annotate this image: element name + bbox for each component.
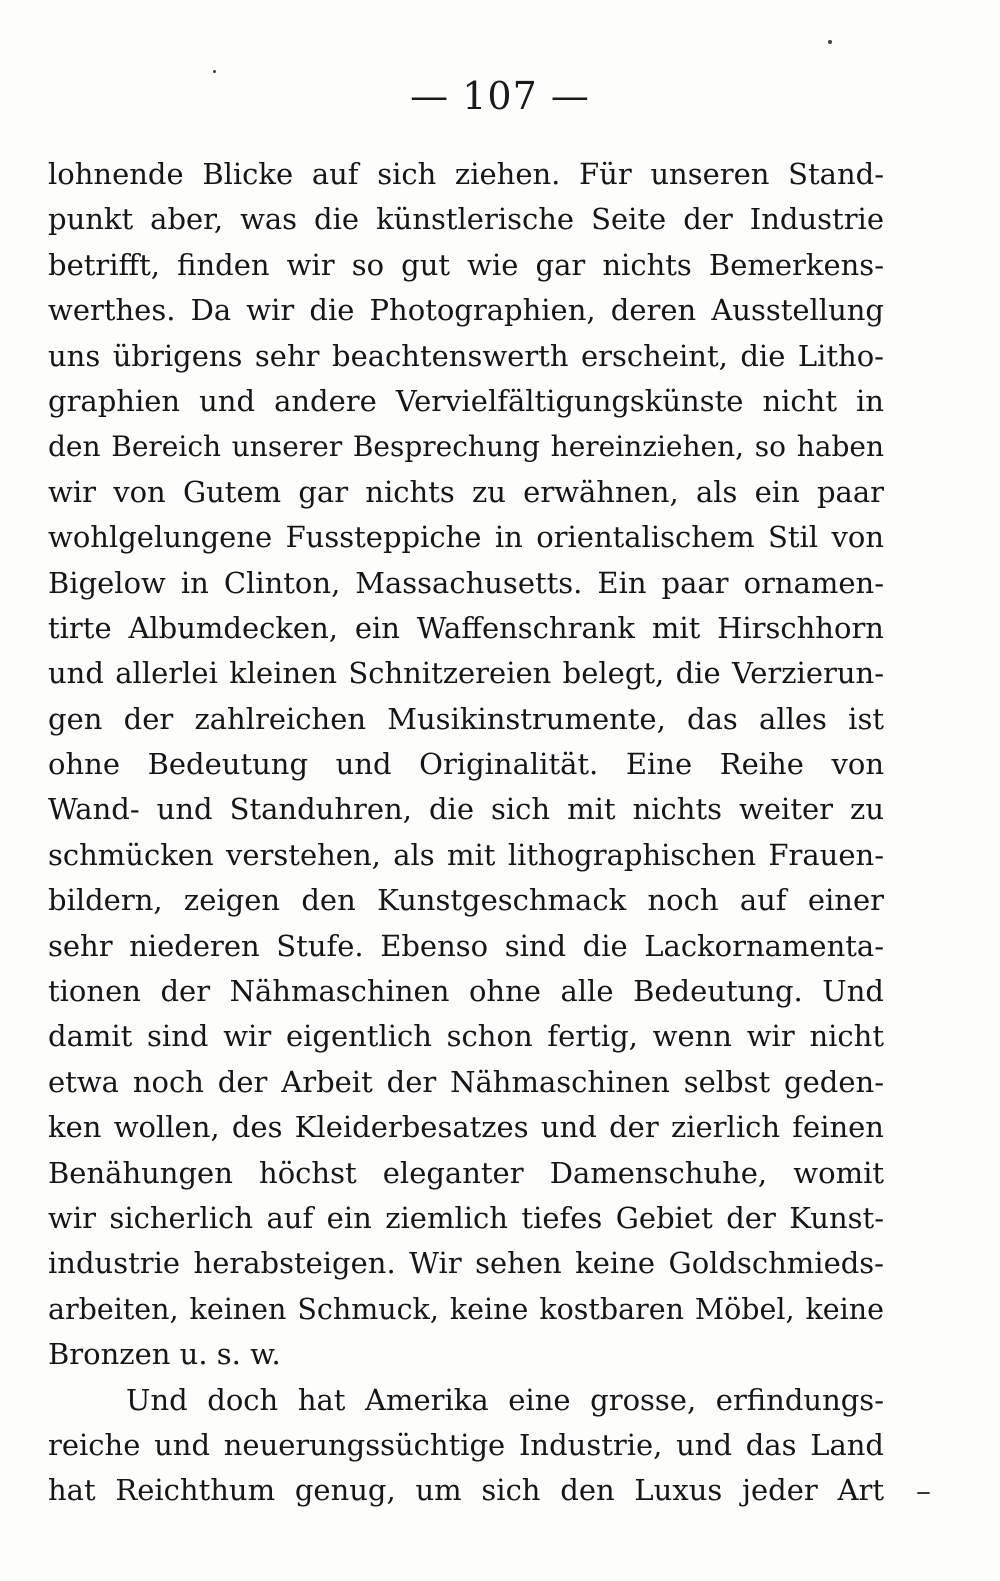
text-line: gen der zahlreichen Musikinstrumente, das alles ist bbox=[48, 701, 884, 736]
body-text bbox=[48, 152, 884, 1514]
scan-speck bbox=[213, 70, 216, 73]
text-line: lohnende Blicke auf sich ziehen. Für unseren Stand- bbox=[48, 157, 884, 191]
text-line: werthes. Da wir die Photographien, deren Ausstellung bbox=[48, 293, 884, 328]
paragraph-end-line: Bronzen u. s. w. bbox=[48, 1337, 281, 1372]
text-line: reiche und neuerungssüchtige Industrie, und das Land bbox=[48, 1427, 884, 1462]
paragraph-start-line: Und doch hat Amerika eine grosse, erfindungs- bbox=[126, 1382, 884, 1417]
text-line: den Bereich unserer Besprechung hereinziehen, so haben bbox=[48, 430, 884, 464]
text-line: schmücken verstehen, als mit lithographischen Frauen- bbox=[48, 837, 884, 872]
text-line: Benähungen höchst eleganter Damenschuhe, womit bbox=[48, 1155, 884, 1190]
text-line: arbeiten, keinen Schmuck, keine kostbaren Möbel, keine bbox=[48, 1292, 884, 1326]
text-line: punkt aber, was die künstlerische Seite der Industrie bbox=[48, 202, 884, 237]
margin-mark: – bbox=[916, 1474, 931, 1509]
text-line: uns übrigens sehr beachtenswerth erscheint, die Litho- bbox=[48, 338, 884, 373]
text-line: Wand- und Standuhren, die sich mit nichts weiter zu bbox=[48, 792, 884, 827]
page-number: — 107 — bbox=[410, 74, 590, 118]
text-line: ohne Bedeutung und Originalität. Eine Reihe von bbox=[48, 747, 884, 782]
text-line: Bigelow in Clinton, Massachusetts. Ein paar ornamen- bbox=[48, 565, 884, 600]
text-line: bildern, zeigen den Kunstgeschmack noch auf einer bbox=[48, 883, 884, 918]
text-line: und allerlei kleinen Schnitzereien belegt, die Verzierun- bbox=[48, 656, 884, 691]
text-line: wir sicherlich auf ein ziemlich tiefes Gebiet der Kunst- bbox=[48, 1200, 884, 1235]
text-line: ken wollen, des Kleiderbesatzes und der zierlich feinen bbox=[48, 1110, 884, 1145]
text-line: tionen der Nähmaschinen ohne alle Bedeutung. Und bbox=[48, 974, 884, 1009]
text-line: industrie herabsteigen. Wir sehen keine Goldschmieds- bbox=[48, 1246, 884, 1281]
text-line: etwa noch der Arbeit der Nähmaschinen selbst geden- bbox=[48, 1064, 884, 1099]
text-line: tirte Albumdecken, ein Waffenschrank mit Hirschhorn bbox=[48, 610, 884, 645]
text-line: wir von Gutem gar nichts zu erwähnen, als ein paar bbox=[48, 474, 884, 509]
text-line: damit sind wir eigentlich schon fertig, wenn wir nicht bbox=[48, 1019, 884, 1054]
text-line: wohlgelungene Fussteppiche in orientalischem Stil von bbox=[48, 520, 884, 555]
text-line: sehr niederen Stufe. Ebenso sind die Lackornamenta- bbox=[48, 928, 884, 963]
text-line: betrifft, finden wir so gut wie gar nichts Bemerkens- bbox=[48, 247, 884, 282]
text-line: hat Reichthum genug, um sich den Luxus jeder Art bbox=[48, 1473, 884, 1508]
text-line: graphien und andere Vervielfältigungskünste nicht in bbox=[48, 383, 884, 418]
scan-speck bbox=[828, 40, 832, 44]
